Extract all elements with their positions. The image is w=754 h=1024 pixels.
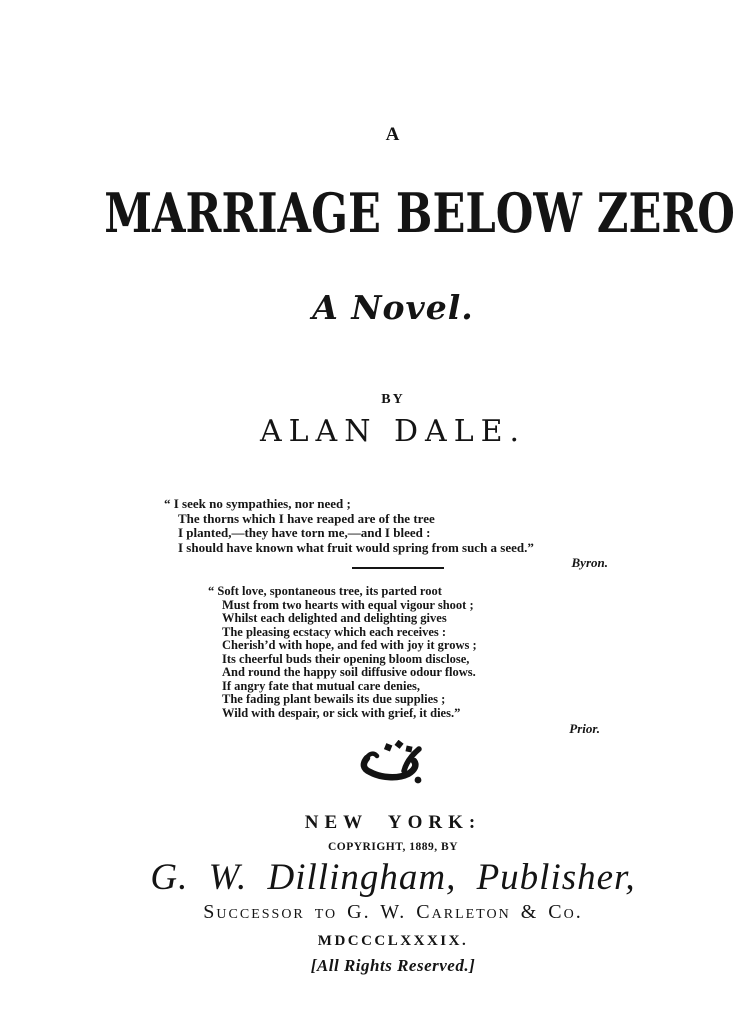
epigraph-line: Cherish’d with hope, and fed with joy it grows ; — [222, 638, 477, 652]
imprint-city: NEW YORK: — [304, 812, 482, 833]
epigraph-line: I should have known what fruit would spring from such a seed.” — [178, 539, 534, 555]
epigraph-line: If angry fate that mutual care denies, — [222, 678, 421, 693]
imprint-year-roman: MDCCCLXXXIX. — [317, 933, 469, 949]
epigraph-byron — [164, 496, 658, 571]
epigraph-attribution: Byron. — [571, 555, 608, 571]
epigraph-line: Must from two hearts with equal vigour shoot ; — [222, 597, 474, 612]
half-title: A — [385, 124, 401, 145]
epigraph-prior — [208, 584, 612, 736]
imprint-publisher: G. W. Dillingham, Publisher, — [150, 857, 636, 898]
epigraph-line: The fading plant bewails its due supplies ; — [222, 692, 446, 706]
epigraph-line: And round the happy soil diffusive odour flows. — [222, 665, 476, 679]
book-title: MARRIAGE BELOW ZERO — [104, 181, 735, 245]
epigraph-line: I planted,—they have torn me,—and I bleed : — [178, 525, 431, 541]
printers-mark-icon — [32, 740, 754, 791]
epigraph-line: The thorns which I have reaped are of the tree — [178, 510, 435, 526]
divider-rule — [352, 567, 444, 569]
imprint-successor-line: Successor to G. W. Carleton & Co. — [203, 901, 583, 923]
epigraph-line: “ I seek no sympathies, nor need ; — [164, 496, 351, 511]
author-name: ALAN DALE. — [259, 414, 527, 449]
epigraph-line: Its cheerful buds their opening bloom disclose, — [222, 651, 470, 666]
subtitle: A Novel. — [312, 288, 474, 327]
epigraph-line: “ Soft love, spontaneous tree, its parted root — [208, 584, 442, 598]
imprint-rights-notice: [All Rights Reserved.] — [310, 956, 476, 975]
epigraph-line: The pleasing ecstacy which each receives : — [222, 624, 447, 639]
epigraph-line: Whilst each delighted and delighting gives — [222, 611, 447, 625]
epigraph-line: Wild with despair, or sick with grief, it dies.” — [222, 705, 461, 720]
imprint-copyright-line: COPYRIGHT, 1889, BY — [327, 841, 459, 853]
by-label: BY — [381, 392, 405, 407]
epigraph-attribution: Prior. — [569, 721, 600, 736]
